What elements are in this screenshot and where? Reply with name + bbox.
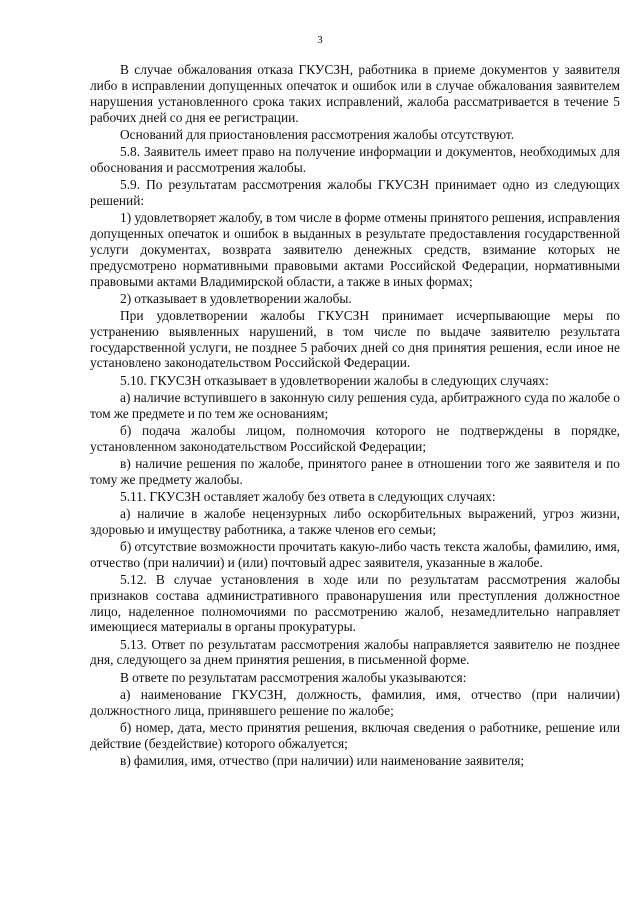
paragraph-response-contents: В ответе по результатам рассмотрения жалобы указываются: bbox=[120, 669, 467, 685]
paragraph-5-11: 5.11. ГКУСЗН оставляет жалобу без ответа в следующих случаях: bbox=[120, 488, 496, 504]
paragraph-5-11-item-a: а) наличие в жалобе нецензурных либо оскорбительных выражений, угроз жизни, здоровью и имуществу работника, а также членов его семьи; bbox=[90, 505, 620, 537]
paragraph-5-12: 5.12. В случае установления в ходе или по результатам рассмотрения жалобы признаков состава административного правонарушения или преступления должностное лицо, наделенное полномочиями по рассмотрению жалоб, незамедлительно направляет имеющиеся материалы в органы прокуратуры. bbox=[90, 571, 620, 635]
paragraph-response-item-b: б) номер, дата, место принятия решения, включая сведения о работнике, решение или действие (бездействие) которого обжалуется; bbox=[90, 719, 620, 751]
paragraph-5-10-item-a: а) наличие вступившего в законную силу решения суда, арбитражного суда по жалобе о том же предмете и по тем же основаниям; bbox=[90, 389, 620, 421]
paragraph-5-9: 5.9. По результатам рассмотрения жалобы ГКУСЗН принимает одно из следующих решений: bbox=[90, 176, 620, 208]
paragraph-response-item-v: в) фамилия, имя, отчество (при наличии) или наименование заявителя; bbox=[120, 752, 525, 768]
paragraph-5-10-item-v: в) наличие решения по жалобе, принятого ранее в отношении того же заявителя и по тому же предмету жалобы. bbox=[90, 455, 620, 487]
paragraph-appeal-refusal: В случае обжалования отказа ГКУСЗН, работника в приеме документов у заявителя либо в исправлении допущенных опечаток и ошибок или в случае обжалования заявителем нарушения установленного срока таких исправлений, жалоба рассматривается в течение 5 рабочих дней со дня ее регистрации. bbox=[90, 62, 620, 125]
paragraph-response-item-a: а) наименование ГКУСЗН, должность, фамилия, имя, отчество (при наличии) должностного лица, принявшего решение по жалобе; bbox=[90, 686, 620, 718]
document-body bbox=[90, 62, 620, 770]
page-number: 3 bbox=[317, 34, 323, 46]
paragraph-no-suspension: Оснований для приостановления рассмотрения жалобы отсутствуют. bbox=[120, 126, 515, 142]
paragraph-5-10: 5.10. ГКУСЗН отказывает в удовлетворении жалобы в следующих случаях: bbox=[120, 372, 549, 388]
paragraph-5-11-item-b: б) отсутствие возможности прочитать какую-либо часть текста жалобы, фамилию, имя, отчество (при наличии) и (или) почтовый адрес заявителя, указанные в жалобе. bbox=[90, 538, 620, 570]
paragraph-satisfaction-measures: При удовлетворении жалобы ГКУСЗН принимает исчерпывающие меры по устранению выявленных нарушений, в том числе по выдаче заявителю результата государственной услуги, не позднее 5 рабочих дней со дня принятия решения, если иное не установлено законодательством Российской Федерации. bbox=[90, 307, 620, 371]
paragraph-5-10-item-b: б) подача жалобы лицом, полномочия которого не подтверждены в порядке, установленном законодательством Российской Федерации; bbox=[90, 422, 620, 454]
paragraph-5-9-item-1: 1) удовлетворяет жалобу, в том числе в форме отмены принятого решения, исправления допущенных опечаток и ошибок в выданных в результате предоставления государственной услуги документах, возврата заявителю денежных средств, взимание которых не предусмотрено нормативными правовыми актами Российской Федерации, нормативными правовыми актами Владимирской области, а также в иных формах; bbox=[90, 209, 620, 289]
paragraph-5-9-item-2: 2) отказывает в удовлетворении жалобы. bbox=[120, 290, 352, 306]
paragraph-5-13: 5.13. Ответ по результатам рассмотрения жалобы направляется заявителю не позднее дня, следующего за днем принятия решения, в письменной форме. bbox=[90, 636, 620, 668]
paragraph-5-8: 5.8. Заявитель имеет право на получение информации и документов, необходимых для обоснования и рассмотрения жалобы. bbox=[90, 143, 620, 175]
